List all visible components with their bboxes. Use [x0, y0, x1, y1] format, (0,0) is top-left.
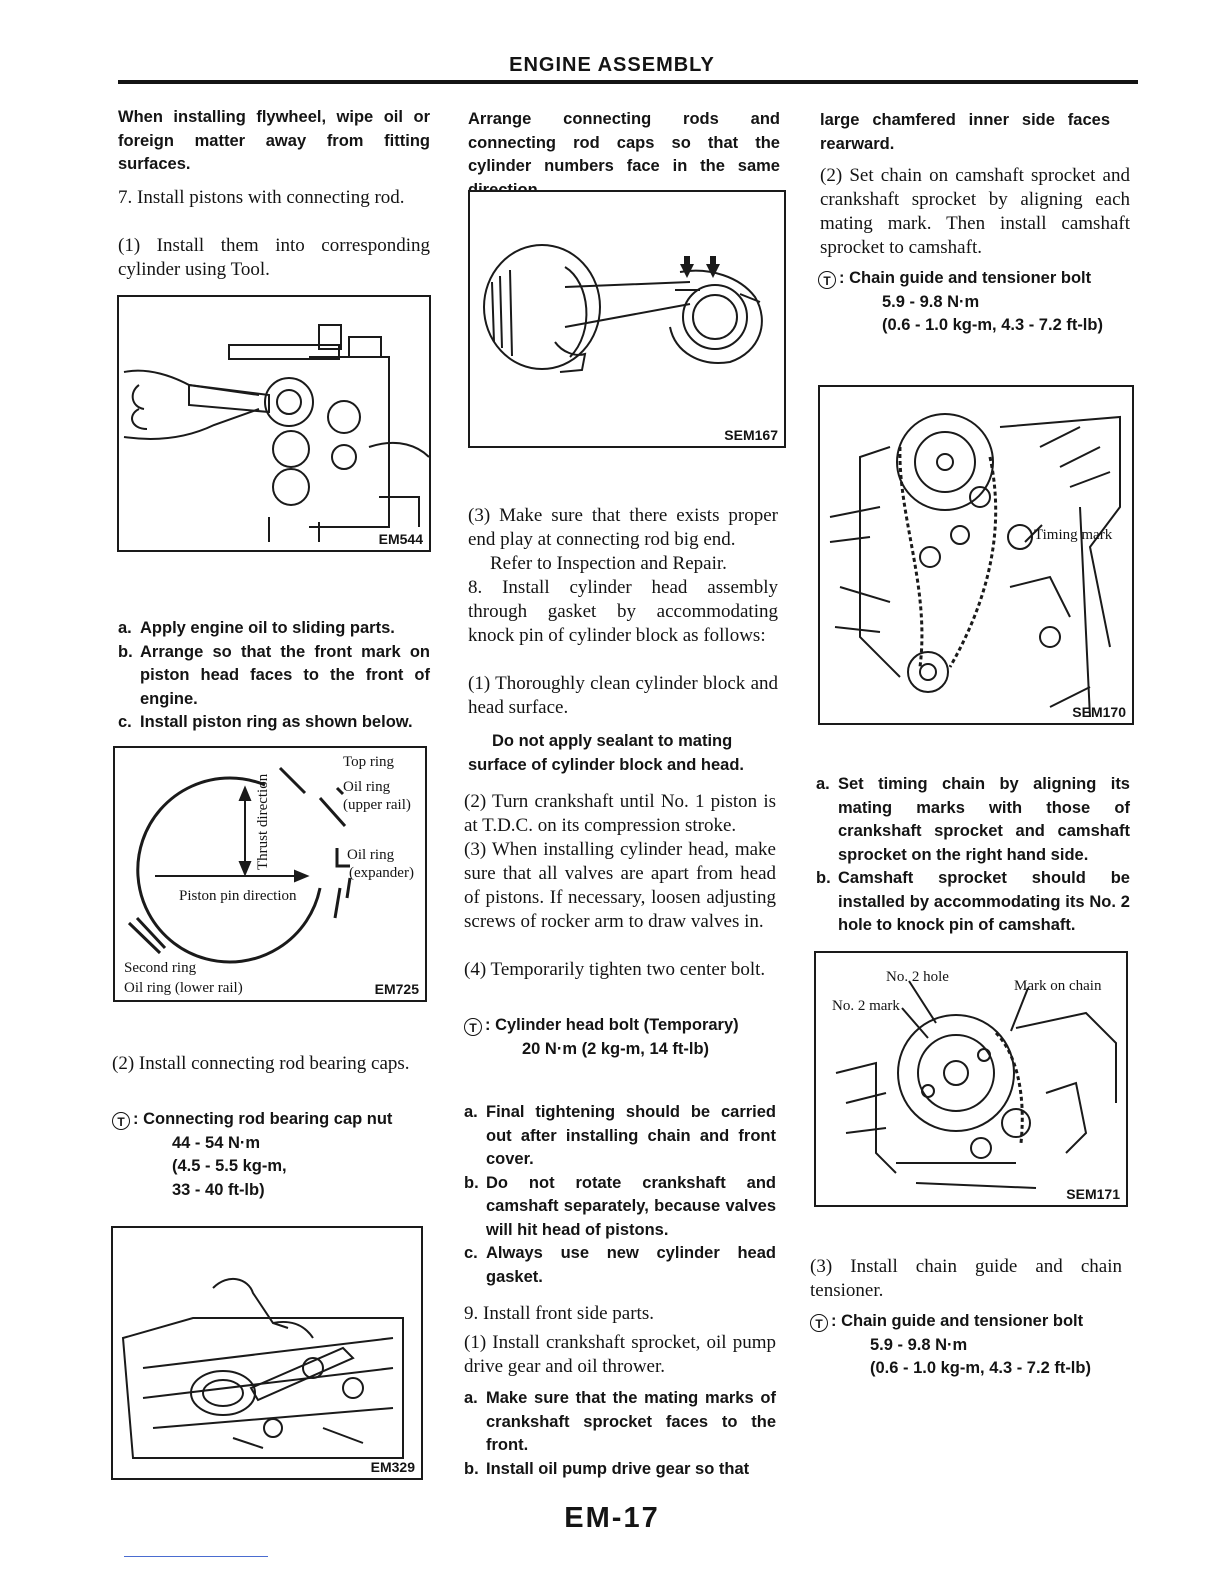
step-9-2: (2) Set chain on camshaft sprocket and crankshaft sprocket by aligning each mating mark. Then install camshaft sprocket to camshaft. [820, 165, 1130, 258]
step-7: 7. Install pistons with connecting rod. [118, 187, 405, 208]
torque-spec-col3: T : Chain guide and tensioner bolt 5.9 - 9.8 N·m (0.6 - 1.0 kg-m, 4.3 - 7.2 ft-lb) [818, 267, 1138, 338]
torque-value: (0.6 - 1.0 kg-m, 4.3 - 7.2 ft-lb) [870, 1359, 1091, 1377]
list-marker: a. [816, 775, 830, 793]
step-9-1: (1) Install crankshaft sprocket, oil pump drive gear and oil thrower. [464, 1332, 776, 1377]
notes-col2-b [464, 1387, 776, 1481]
torque-spec-col1: T : Connecting rod bearing cap nut 44 - 54 N·m (4.5 - 5.5 kg-m, 33 - 40 ft-lb) [112, 1108, 432, 1202]
notes-col3 [816, 773, 1130, 938]
step-7-1: (1) Install them into corresponding cylinder using Tool. [118, 235, 430, 280]
list-item [816, 867, 1130, 938]
piston-pin-direction-label: Piston pin direction [179, 888, 297, 904]
list-item [118, 617, 430, 641]
warning-sealant: Do not apply sealant to mating surface of cylinder block and head. [468, 732, 744, 774]
list-item [118, 641, 430, 712]
list-marker: c. [118, 713, 132, 731]
figure-sem171 [814, 951, 1128, 1207]
torque-value: (4.5 - 5.5 kg-m, [172, 1157, 287, 1175]
list-item [816, 773, 1130, 867]
torque-icon: T [464, 1018, 482, 1036]
timing-chain-illustration [820, 387, 1132, 723]
no2-mark-label: No. 2 mark [832, 998, 900, 1014]
top-ring-label: Top ring [343, 754, 395, 770]
list-item [464, 1242, 776, 1289]
no2-hole-label: No. 2 hole [886, 969, 949, 985]
figure-sem170 [818, 385, 1134, 725]
torque-value: 5.9 - 9.8 N·m [882, 292, 980, 311]
note-flywheel: When installing flywheel, wipe oil or foreign matter away from fitting surfaces. [118, 108, 430, 173]
piston-installer-illustration [119, 297, 429, 550]
list-marker: b. [464, 1459, 479, 1478]
oil-ring-expander-label: Oil ring [347, 847, 395, 863]
list-item [118, 711, 430, 735]
torque-label: Connecting rod bearing cap nut [143, 1110, 393, 1128]
figure-id: EM329 [370, 1459, 415, 1475]
list-text: Install piston ring as shown below. [140, 713, 413, 731]
oil-ring-lower-label: Oil ring (lower rail) [124, 980, 243, 996]
list-text: Do not rotate crankshaft and camshaft separately, because valves will hit head of pistons. [486, 1173, 776, 1239]
torque-value: (0.6 - 1.0 kg-m, 4.3 - 7.2 ft-lb) [882, 316, 1103, 334]
header-rule [118, 80, 1138, 84]
step-8-4: (4) Temporarily tighten two center bolt. [464, 959, 766, 980]
mark-on-chain-label: Mark on chain [1014, 978, 1102, 994]
page-header-title: ENGINE ASSEMBLY [509, 54, 715, 76]
list-item [464, 1387, 776, 1458]
list-marker: c. [464, 1244, 478, 1262]
figure-em329 [111, 1226, 423, 1480]
timing-mark-label: Timing mark [1034, 527, 1113, 543]
list-text: Camshaft sprocket should be installed by accommodating its No. 2 hole to knock pin of camshaft. [838, 869, 1130, 934]
list-item [464, 1458, 776, 1482]
torque-label: Chain guide and tensioner bolt [849, 269, 1092, 287]
notes-col2 [464, 1101, 776, 1289]
list-marker: a. [464, 1103, 478, 1121]
torque-wrench-illustration [113, 1228, 421, 1478]
figure-sem167 [468, 190, 786, 448]
list-marker: b. [464, 1173, 479, 1192]
torque-value: 5.9 - 9.8 N·m [870, 1335, 968, 1354]
list-marker: b. [816, 869, 831, 887]
list-text: Apply engine oil to sliding parts. [140, 619, 395, 637]
footer-link-line [124, 1556, 268, 1557]
oil-ring-upper-label: Oil ring [343, 779, 391, 795]
oil-ring-expander-sub-label: (expander) [349, 865, 414, 881]
step-8-1: (1) Thoroughly clean cylinder block and head surface. [468, 673, 778, 718]
list-text: Final tightening should be carried out after installing chain and front cover. [486, 1103, 776, 1168]
torque-label: Chain guide and tensioner bolt [841, 1312, 1084, 1330]
step-7-3-reference: Refer to Inspection and Repair. [490, 553, 727, 574]
list-item [464, 1172, 776, 1243]
torque-label: Cylinder head bolt (Temporary) [495, 1016, 739, 1034]
step-9: 9. Install front side parts. [464, 1303, 654, 1324]
figure-id: SEM171 [1066, 1186, 1120, 1202]
step-7-2: (2) Install connecting rod bearing caps. [112, 1053, 410, 1074]
notes-col1 [118, 617, 430, 735]
list-marker: b. [118, 642, 133, 661]
torque-value: 20 N·m (2 kg-m, 14 ft-lb) [522, 1039, 710, 1058]
torque-icon: T [112, 1112, 130, 1130]
continued-text: large chamfered inner side faces rearward. [820, 111, 1110, 153]
page-number: EM-17 [564, 1502, 660, 1534]
figure-em725 [113, 746, 427, 1002]
list-text: Arrange so that the front mark on piston head faces to the front of engine. [140, 642, 430, 708]
connecting-rod-illustration [470, 192, 784, 446]
torque-value: 33 - 40 ft-lb) [172, 1180, 265, 1199]
oil-ring-upper-rail-label: (upper rail) [343, 797, 411, 813]
figure-id: EM544 [378, 531, 423, 547]
step-7-3: (3) Make sure that there exists proper end play at connecting rod big end. [468, 505, 778, 550]
figure-id: SEM167 [724, 427, 778, 443]
torque-icon: T [818, 271, 836, 289]
second-ring-label: Second ring [124, 960, 197, 976]
torque-spec-col3-b: T : Chain guide and tensioner bolt 5.9 - 9.8 N·m (0.6 - 1.0 kg-m, 4.3 - 7.2 ft-lb) [810, 1310, 1130, 1381]
list-item [464, 1101, 776, 1172]
step-9-3: (3) Install chain guide and chain tensioner. [810, 1256, 1122, 1301]
list-text: Always use new cylinder head gasket. [486, 1244, 776, 1286]
list-text: Make sure that the mating marks of crankshaft sprocket faces to the front. [486, 1389, 776, 1454]
torque-spec-col2: T : Cylinder head bolt (Temporary) 20 N·m (2 kg-m, 14 ft-lb) [464, 1014, 784, 1061]
list-marker: a. [464, 1389, 478, 1407]
torque-value: 44 - 54 N·m [172, 1133, 261, 1152]
thrust-direction-label: Thrust direction [255, 773, 271, 870]
list-text: Set timing chain by aligning its mating marks with those of crankshaft sprocket and camshaft sprocket on the right hand side. [838, 775, 1130, 864]
list-text: Install oil pump drive gear so that [486, 1459, 750, 1478]
figure-em544 [117, 295, 431, 552]
step-8-2: (2) Turn crankshaft until No. 1 piston is at T.D.C. on its compression stroke. [464, 791, 776, 836]
note-arrange-rods: Arrange connecting rods and connecting rod caps so that the cylinder numbers face in the same [468, 110, 780, 175]
torque-icon: T [810, 1314, 828, 1332]
figure-id: EM725 [374, 981, 419, 997]
step-8-3: (3) When installing cylinder head, make sure that all valves are apart from head of pistons. If necessary, loosen adjusting screws of rocker arm to draw valves in. [464, 839, 776, 932]
list-marker: a. [118, 619, 132, 637]
figure-id: SEM170 [1072, 704, 1126, 720]
step-8: 8. Install cylinder head assembly through gasket by accommodating knock pin of cylinder block as follows: [468, 577, 778, 646]
